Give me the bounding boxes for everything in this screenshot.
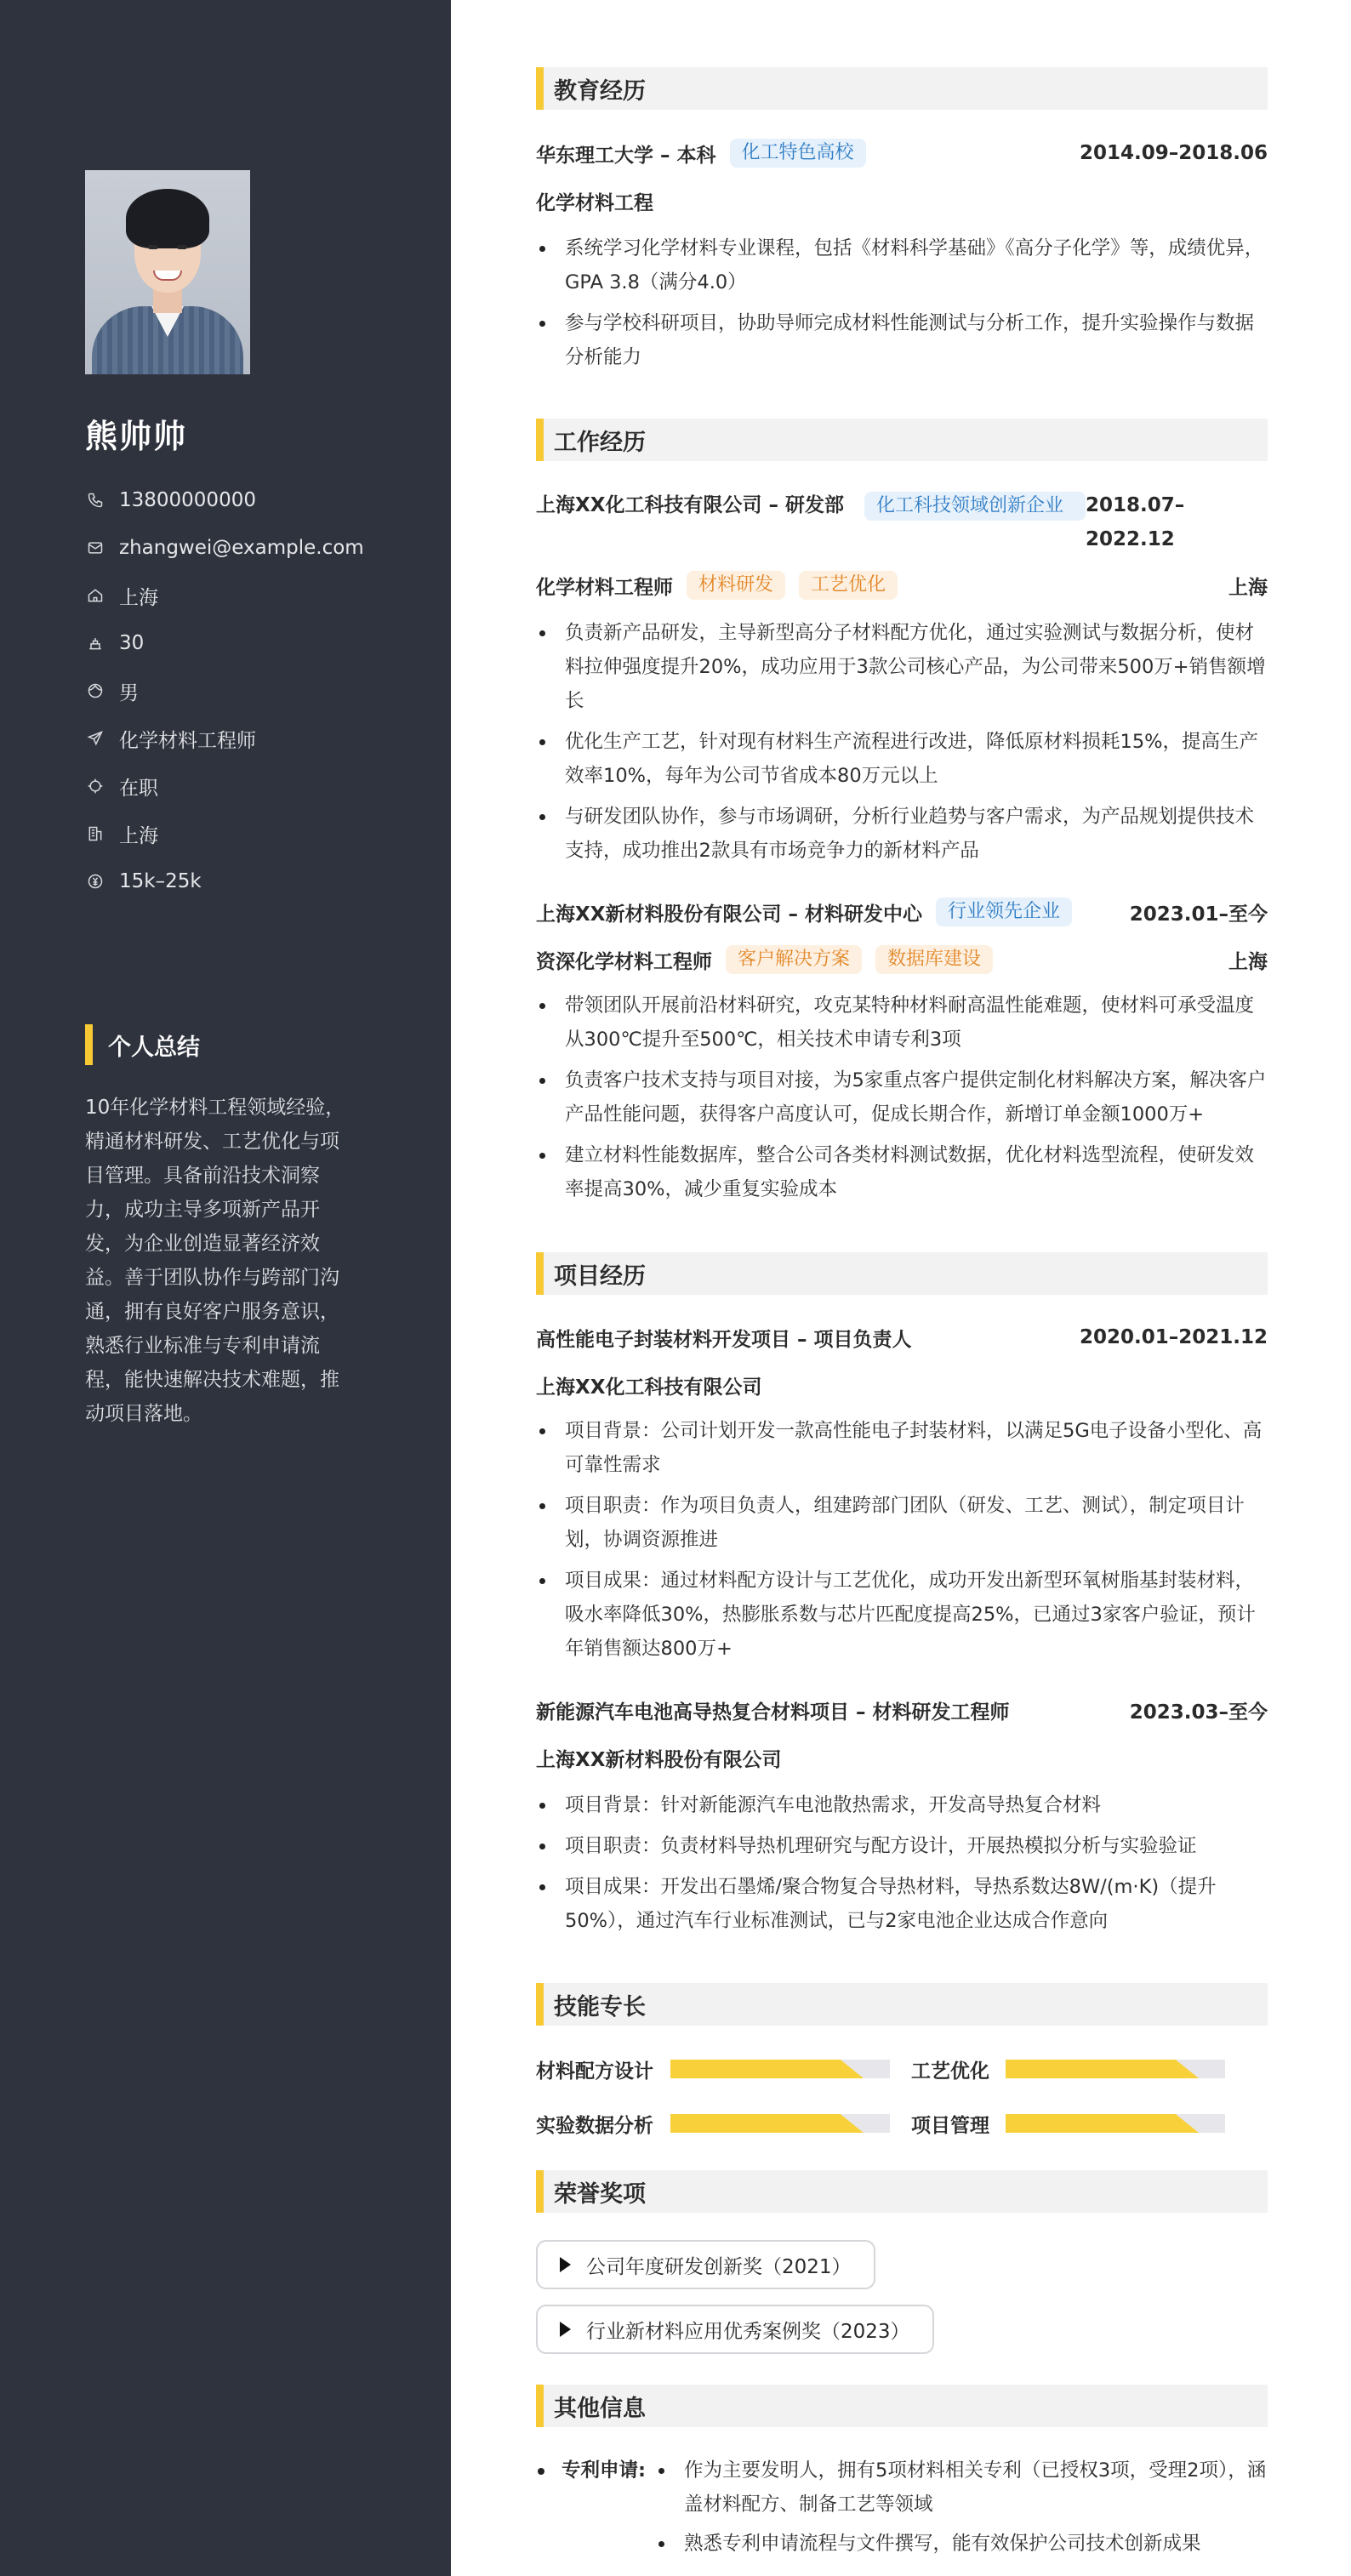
job-city: 上海: [1228, 950, 1268, 973]
list-item: 参与学校科研项目，协助导师完成材料性能测试与分析工作，提升实验操作与数据分析能力: [536, 306, 1268, 374]
project-header: [536, 1693, 1268, 1727]
project-company: 上海XX化工科技有限公司: [536, 1376, 762, 1399]
project-name: 新能源汽车电池高导热复合材料项目 – 材料研发工程师: [536, 1701, 1010, 1724]
phone-icon: [85, 490, 105, 510]
job-tag: 材料研发: [687, 571, 785, 600]
project-date: 2023.03–至今: [1129, 1701, 1268, 1724]
other-heading: 其他信息: [536, 2385, 1268, 2427]
contact-age-text: 30: [119, 632, 145, 654]
job-company-tag: 行业领先企业: [936, 898, 1072, 926]
list-item: 熟悉专利申请流程与文件撰写，能有效保护公司技术创新成果: [655, 2527, 1268, 2561]
project-company-row: [536, 1741, 1268, 1775]
triangle-right-icon: [560, 2257, 571, 2272]
contact-list: [85, 476, 425, 905]
contact-location: [85, 572, 425, 619]
contact-salary-text: 15k–25k: [119, 870, 202, 892]
contact-job-text: 化学材料工程师: [119, 729, 256, 752]
contact-status-text: 在职: [119, 777, 158, 800]
contact-age: [85, 619, 425, 667]
education-major: 化学材料工程: [536, 191, 653, 214]
education-bullets: [536, 231, 1268, 381]
list-item: 负责新产品研发，主导新型高分子材料配方优化，通过实验测试与数据分析，使材料拉伸强度提升20%，成功应用于3款公司核心产品，为公司带来500万+销售额增长: [536, 616, 1268, 718]
contact-gender-text: 男: [119, 681, 139, 704]
summary-title: 个人总结: [85, 1024, 200, 1065]
contact-city: [85, 810, 425, 858]
education-date: 2014.09–2018.06: [1079, 142, 1268, 164]
skill-bar-fill: [670, 2114, 864, 2133]
contact-phone-text: 13800000000: [119, 489, 256, 511]
education-major-row: [536, 185, 1268, 216]
skill-bar-fill: [1006, 2060, 1199, 2078]
contact-location-text: 上海: [119, 586, 158, 609]
education-heading: 教育经历: [536, 67, 1268, 110]
age-icon: [85, 633, 105, 653]
education-tag: 化工特色高校: [730, 139, 866, 168]
job-tag: 数据库建设: [875, 945, 993, 974]
list-item: 项目职责：作为项目负责人，组建跨部门团队（研发、工艺、测试），制定项目计划，协调资源推进: [536, 1489, 1268, 1557]
job-position: 资深化学材料工程师: [536, 950, 712, 973]
list-item: 项目背景：公司计划开发一款高性能电子封装材料，以满足5G电子设备小型化、高可靠性需求: [536, 1414, 1268, 1482]
job-bullets: [536, 616, 1268, 875]
list-item: 项目职责：负责材料导热机理研究与配方设计，开展热模拟分析与实验验证: [536, 1829, 1268, 1863]
list-item: 系统学习化学材料专业课程，包括《材料科学基础》《高分子化学》等，成绩优异，GPA 3.8（满分4.0）: [536, 231, 1268, 299]
contact-salary: [85, 858, 425, 905]
project-name: 高性能电子封装材料开发项目 – 项目负责人: [536, 1328, 912, 1351]
skill-item: [536, 2050, 893, 2088]
project-company: 上海XX新材料股份有限公司: [536, 1748, 782, 1771]
work-heading: 工作经历: [536, 419, 1268, 461]
skill-bar-fill: [1006, 2114, 1199, 2133]
contact-job: [85, 715, 425, 762]
building-icon: [85, 824, 105, 844]
skills-heading: 技能专长: [536, 1983, 1268, 2026]
salary-icon: [85, 871, 105, 892]
contact-gender: [85, 667, 425, 715]
skill-name: 实验数据分析: [536, 2114, 653, 2137]
job-position-row: [536, 568, 1268, 602]
home-icon: [85, 585, 105, 606]
contact-city-text: 上海: [119, 824, 158, 847]
avatar: [85, 170, 250, 374]
skill-name: 工艺优化: [911, 2060, 989, 2083]
list-item: 负责客户技术支持与项目对接，为5家重点客户提供定制化材料解决方案，解决客户产品性能问题，获得客户高度认可，促成长期合作，新增订单金额1000万+: [536, 1063, 1268, 1131]
list-item: 项目背景：针对新能源汽车电池散热需求，开发高导热复合材料: [536, 1788, 1268, 1822]
job-tag: 客户解决方案: [726, 945, 862, 974]
project-bullets: [536, 1414, 1268, 1673]
education-header: [536, 138, 1268, 168]
job-header: [536, 895, 1268, 929]
sidebar: [0, 0, 451, 2576]
bullet-dot: [538, 2468, 544, 2475]
project-date: 2020.01–2021.12: [1079, 1326, 1268, 1348]
profile-name: 熊帅帅: [85, 418, 188, 455]
job-bullets: [536, 989, 1268, 1213]
skill-name: 材料配方设计: [536, 2060, 653, 2083]
list-item: 与研发团队协作，参与市场调研，分析行业趋势与客户需求，为产品规划提供技术支持，成功推出2款具有市场竞争力的新材料产品: [536, 800, 1268, 868]
skill-bar: [1006, 2114, 1225, 2133]
job-tag: 工艺优化: [799, 571, 898, 600]
project-bullets: [536, 1788, 1268, 1945]
list-item: 作为主要发明人，拥有5项材料相关专利（已授权3项，受理2项），涵盖材料配方、制备工艺等领域: [655, 2453, 1268, 2522]
projects-heading: 项目经历: [536, 1252, 1268, 1295]
skill-bar: [1006, 2060, 1225, 2078]
contact-email-text: zhangwei@example.com: [119, 537, 364, 559]
list-item: 带领团队开展前沿材料研究，攻克某特种材料耐高温性能难题，使材料可承受温度从300℃提升至500℃，相关技术申请专利3项: [536, 989, 1268, 1057]
job-company-tag: 化工科技领域创新企业: [864, 492, 1086, 521]
list-item: 优化生产工艺，针对现有材料生产流程进行改进，降低原材料损耗15%，提高生产效率10%，每年为公司节省成本80万元以上: [536, 725, 1268, 793]
other-info: [536, 2453, 1268, 2573]
contact-email: [85, 524, 425, 572]
honor-item: [536, 2240, 875, 2289]
list-item: 项目成果：通过材料配方设计与工艺优化，成功开发出新型环氧树脂基封装材料，吸水率降低30%，热膨胀系数与芯片匹配度提高25%，已通过3家客户验证，预计年销售额达800万+: [536, 1564, 1268, 1666]
contact-status: [85, 762, 425, 810]
job-date: 2018.07–2022.12: [1086, 494, 1185, 550]
job-city: 上海: [1228, 576, 1268, 599]
skill-item: [911, 2105, 1268, 2142]
list-item: 建立材料性能数据库，整合公司各类材料测试数据，优化材料选型流程，使研发效率提高30%，减少重复实验成本: [536, 1138, 1268, 1206]
honor-text: 行业新材料应用优秀案例奖（2023）: [586, 2320, 910, 2343]
send-icon: [85, 728, 105, 749]
other-label: 专利申请:: [561, 2459, 646, 2482]
education-school: 华东理工大学 – 本科: [536, 144, 716, 167]
honors-heading: 荣誉奖项: [536, 2170, 1268, 2213]
triangle-right-icon: [560, 2322, 571, 2337]
other-bullets: [655, 2453, 1268, 2566]
skill-bar-fill: [670, 2060, 864, 2078]
project-company-row: [536, 1368, 1268, 1402]
project-header: [536, 1320, 1268, 1354]
mail-icon: [85, 538, 105, 558]
job-date: 2023.01–至今: [1129, 903, 1268, 926]
skill-name: 项目管理: [911, 2114, 989, 2137]
status-icon: [85, 776, 105, 796]
summary-text: 10年化学材料工程领域经验，精通材料研发、工艺优化与项目管理。具备前沿技术洞察力，成功主导多项新产品开发，为企业创造显著经济效益。善于团队协作与跨部门沟通，拥有良好客户服务意识，熟悉行业标准与专利申请流程，能快速解决技术难题，推动项目落地。: [85, 1097, 345, 1425]
skill-bar: [670, 2114, 890, 2133]
list-item: 项目成果：开发出石墨烯/聚合物复合导热材料，导热系数达8W/(m·K)（提升50%），通过汽车行业标准测试，已与2家电池企业达成合作意向: [536, 1870, 1268, 1938]
job-header: [536, 488, 1268, 550]
job-position-row: [536, 943, 1268, 977]
contact-phone: [85, 476, 425, 524]
honor-text: 公司年度研发创新奖（2021）: [586, 2255, 852, 2278]
skill-item: [536, 2105, 893, 2142]
skill-item: [911, 2050, 1268, 2088]
job-company: 上海XX化工科技有限公司 – 研发部: [536, 494, 844, 516]
job-position: 化学材料工程师: [536, 576, 673, 599]
skill-bar: [670, 2060, 890, 2078]
gender-icon: [85, 681, 105, 701]
job-company: 上海XX新材料股份有限公司 – 材料研发中心: [536, 903, 922, 926]
honor-item: [536, 2305, 934, 2354]
